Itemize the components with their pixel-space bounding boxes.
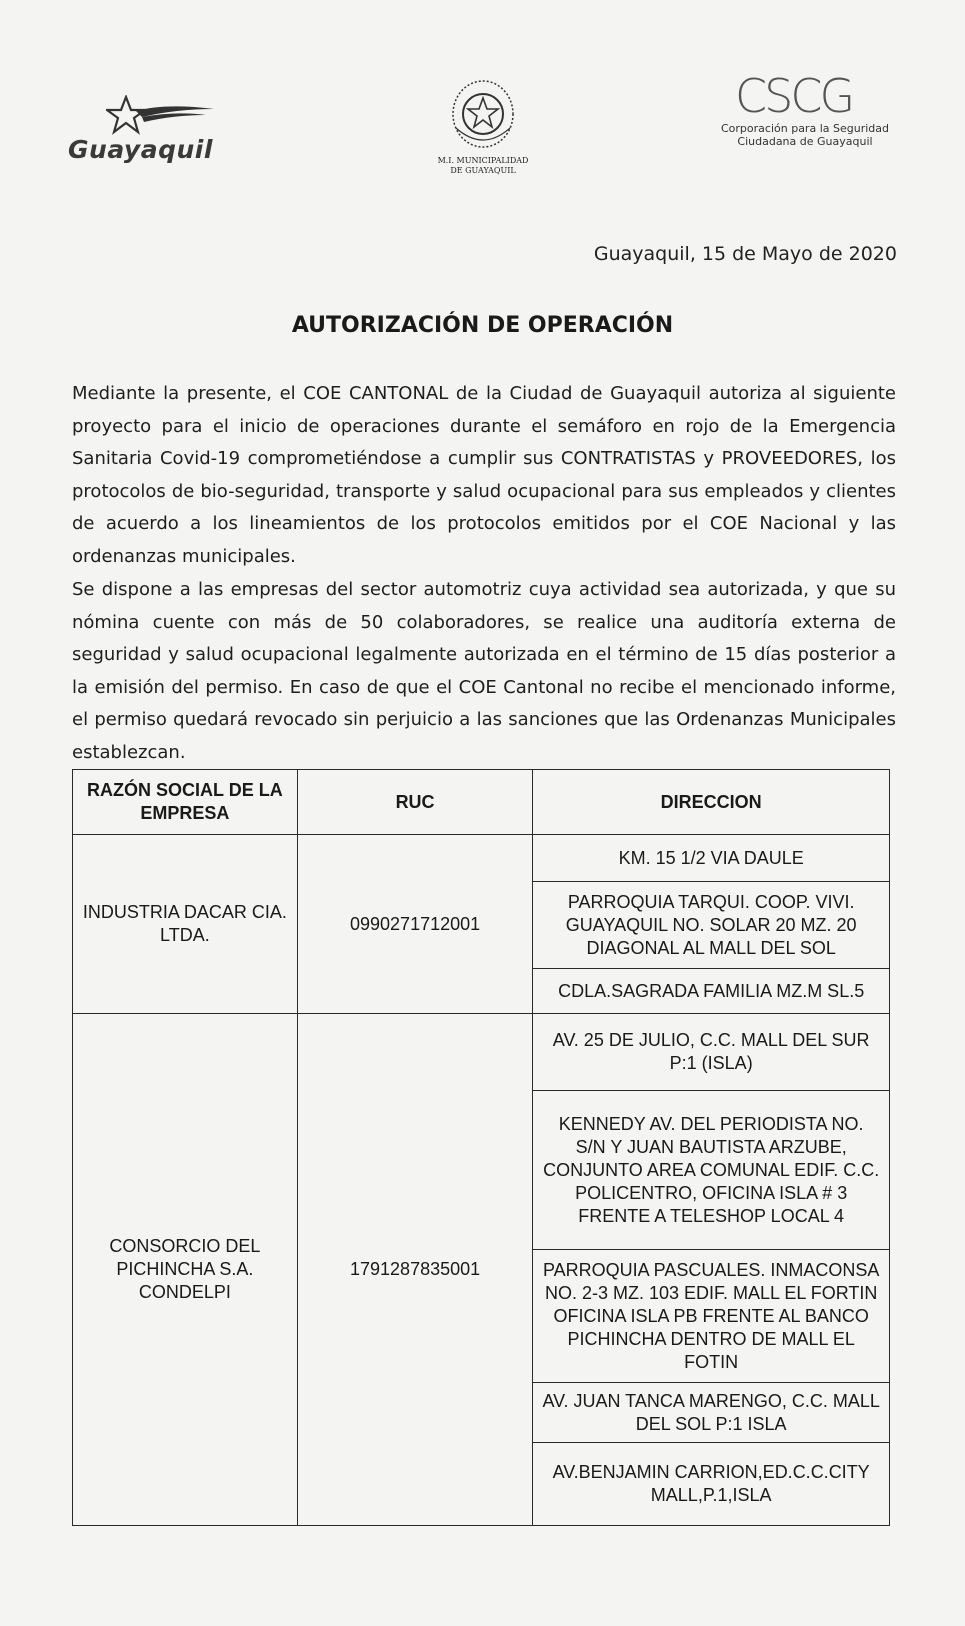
table-row (73, 1014, 890, 1091)
table-header-row (73, 770, 890, 835)
company-ruc-cell: 1791287835001 (297, 1014, 533, 1526)
document-date: Guayaquil, 15 de Mayo de 2020 (593, 243, 897, 265)
cscg-caption-line1: Corporación para la Seguridad (721, 122, 889, 135)
table-row (73, 835, 890, 882)
company-ruc-cell: 0990271712001 (297, 835, 533, 1014)
seal-caption-line1: M.I. MUNICIPALIDAD (437, 156, 529, 165)
guayaquil-logo (68, 95, 238, 170)
body-paragraph-2: Se dispone a las empresas del sector automotriz cuya actividad sea autorizada, y que su nómina cuente con más de 50 colaboradores, se realice una auditoría externa de seguridad y salud ocupacional legalmente autorizada en el término de 15 días posterior a la emisión del permiso. En caso de que el COE Cantonal no recibe el mencionado informe, el permiso quedará revocado sin perjuicio a las sanciones que las Ordenanzas Municipales establezcan. (72, 579, 896, 763)
address-cell: AV.BENJAMIN CARRION,ED.C.C.CITY MALL,P.1,ISLA (533, 1443, 890, 1526)
address-cell: KM. 15 1/2 VIA DAULE (533, 835, 890, 882)
guayaquil-logo-text: Guayaquil (68, 135, 213, 164)
header-ruc: RUC (297, 770, 533, 835)
body-paragraph-1: Mediante la presente, el COE CANTONAL de la Ciudad de Guayaquil autoriza al siguiente proyecto para el inicio de operaciones durante el semáforo en rojo de la Emergencia Sanitaria Covid-19 comprometiéndose a cumplir sus CONTRATISTAS y PROVEEDORES, los protocolos de bio-seguridad, transporte y salud ocupacional para sus empleados y clientes de acuerdo a los lineamientos de los protocolos emitidos por el COE Nacional y las ordenanzas municipales. (72, 383, 896, 567)
cscg-caption-line2: Ciudadana de Guayaquil (737, 135, 873, 148)
address-cell: AV. JUAN TANCA MARENGO, C.C. MALL DEL SOL P:1 ISLA (533, 1383, 890, 1443)
municipality-seal (428, 78, 538, 188)
companies-table (72, 769, 890, 1526)
document-title: AUTORIZACIÓN DE OPERACIÓN (291, 313, 674, 338)
company-name-cell: INDUSTRIA DACAR CIA. LTDA. (73, 835, 298, 1014)
star-icon (106, 95, 216, 137)
cscg-logo (721, 69, 895, 162)
header-direccion: DIRECCION (533, 770, 890, 835)
address-cell: PARROQUIA PASCUALES. INMACONSA NO. 2-3 MZ. 103 EDIF. MALL EL FORTIN OFICINA ISLA PB FRENTE AL BANCO PICHINCHA DENTRO DE MALL EL FOTIN (533, 1250, 890, 1383)
cscg-logo-mark: CSCG (735, 69, 853, 123)
address-cell: PARROQUIA TARQUI. COOP. VIVI. GUAYAQUIL NO. SOLAR 20 MZ. 20 DIAGONAL AL MALL DEL SOL (533, 882, 890, 969)
header-razon-social: RAZÓN SOCIAL DE LA EMPRESA (73, 770, 298, 835)
address-cell: KENNEDY AV. DEL PERIODISTA NO. S/N Y JUAN BAUTISTA ARZUBE, CONJUNTO AREA COMUNAL EDIF. C.C. POLICENTRO, OFICINA ISLA # 3 FRENTE A TELESHOP LOCAL 4 (533, 1091, 890, 1250)
seal-caption-line2: DE GUAYAQUIL (450, 166, 516, 175)
address-cell: AV. 25 DE JULIO, C.C. MALL DEL SUR P:1 (ISLA) (533, 1014, 890, 1091)
seal-icon (442, 78, 524, 154)
address-cell: CDLA.SAGRADA FAMILIA MZ.M SL.5 (533, 969, 890, 1014)
company-name-cell: CONSORCIO DEL PICHINCHA S.A. CONDELPI (73, 1014, 298, 1526)
